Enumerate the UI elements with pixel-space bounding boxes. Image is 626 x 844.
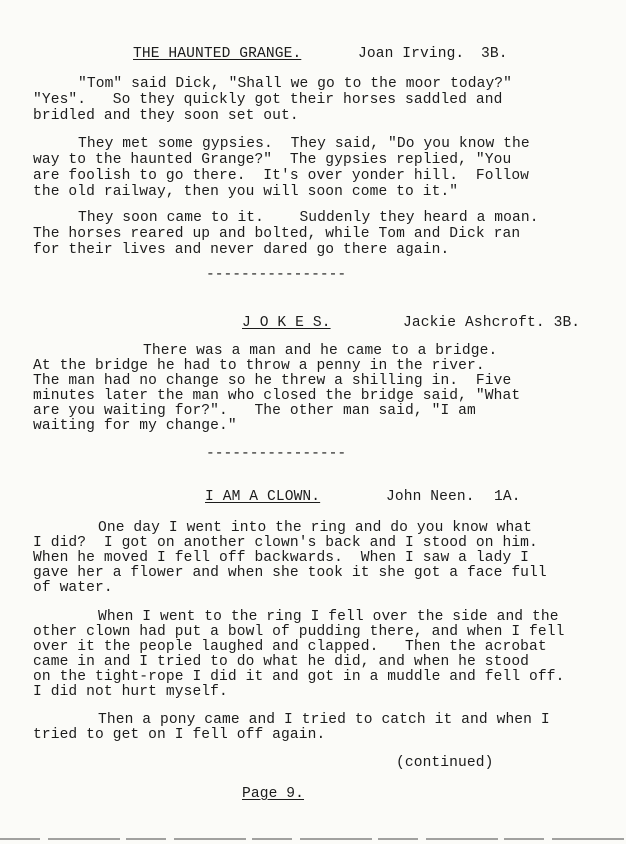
story-author: Jackie Ashcroft. 3B. (403, 315, 581, 331)
paragraph-line: Then a pony came and I tried to catch it and when I (98, 712, 550, 728)
paragraph-line: other clown had put a bowl of pudding there, and when I fell (33, 624, 565, 640)
separator-line: ---------------- (206, 267, 347, 283)
paragraph-line: When he moved I fell off backwards. When I saw a lady I (33, 550, 530, 566)
paragraph-line: are you waiting for?". The other man said, "I am (33, 403, 476, 419)
paragraph-line: waiting for my change." (33, 418, 237, 434)
separator-line: ---------------- (206, 446, 347, 462)
paragraph-line: of water. (33, 580, 113, 596)
story-author: John Neen. (386, 489, 475, 505)
paragraph-line: They met some gypsies. They said, "Do you know the (78, 136, 530, 152)
paragraph-line: At the bridge he had to throw a penny in the river. (33, 358, 485, 374)
paragraph-line: tried to get on I fell off again. (33, 727, 326, 743)
paragraph-line: for their lives and never dared go there again. (33, 242, 450, 258)
paragraph-line: One day I went into the ring and do you know what (98, 520, 533, 536)
story-class: 3B. (481, 46, 508, 62)
paragraph-line: are foolish to go there. It's over yonder hill. Follow (33, 168, 530, 184)
page-number: Page 9. (242, 786, 305, 802)
paragraph-line: The horses reared up and bolted, while Tom and Dick ran (33, 226, 521, 242)
paragraph-line: I did? I got on another clown's back and I stood on him. (33, 535, 538, 551)
paragraph-line: minutes later the man who closed the bridge said, "What (33, 388, 521, 404)
continued-note: (continued) (396, 755, 494, 771)
paragraph-line: bridled and they soon set out. (33, 108, 299, 124)
paragraph-line: way to the haunted Grange?" The gypsies replied, "You (33, 152, 512, 168)
story-title: J O K E S. (242, 315, 331, 331)
paragraph-line: "Tom" said Dick, "Shall we go to the moor today?" (78, 76, 513, 92)
story-title: I AM A CLOWN. (205, 489, 321, 505)
paragraph-line: came in and I tried to do what he did, and when he stood (33, 654, 530, 670)
paragraph-line: The man had no change so he threw a shilling in. Five (33, 373, 512, 389)
paragraph-line: When I went to the ring I fell over the side and the (98, 609, 559, 625)
paragraph-line: the old railway, then you will soon come to it." (33, 184, 459, 200)
paragraph-line: I did not hurt myself. (33, 684, 228, 700)
paragraph-line: on the tight-rope I did it and got in a muddle and fell off. (33, 669, 565, 685)
paragraph-line: There was a man and he came to a bridge. (143, 343, 498, 359)
paragraph-line: gave her a flower and when she took it she got a face full (33, 565, 547, 581)
story-title: THE HAUNTED GRANGE. (133, 46, 302, 62)
story-author: Joan Irving. (358, 46, 465, 62)
bottom-edge-rule (0, 838, 626, 840)
paragraph-line: over it the people laughed and clapped. Then the acrobat (33, 639, 547, 655)
story-class: 1A. (494, 489, 521, 505)
paragraph-line: "Yes". So they quickly got their horses saddled and (33, 92, 503, 108)
paragraph-line: They soon came to it. Suddenly they heard a moan. (78, 210, 539, 226)
